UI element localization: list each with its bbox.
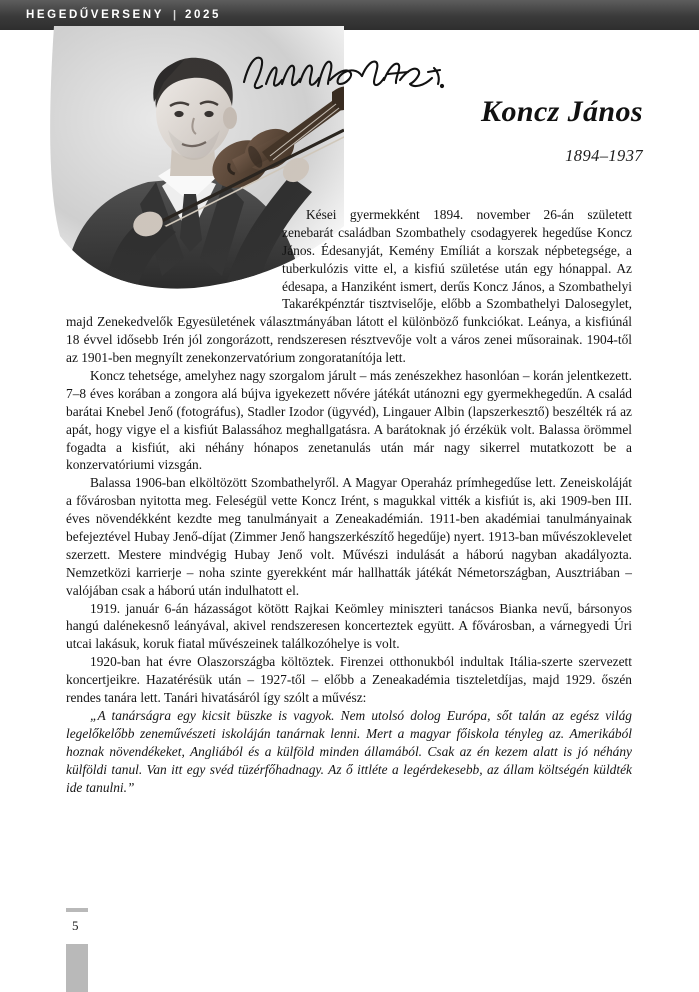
paragraph: Balassa 1906-ban elköltözött Szombathelyről. A Magyar Operaház prímhegedűse lett. Zeneiskoláját a fővárosban nyitotta meg. Feleségül vette Koncz Irént, s magukkal vitték a kisfiút is, aki 1909-ben III. éves növendékként kezdte meg tanulmányait a Zeneakadémián. 1911-ben akadémiai tanulmányainak befejeztével Hubay Jenő-díjat (Zimmer Jenő hangszerkészítő hegedűje) nyert. 1913-ban művészoklevelet szerzett. Mestere mindvégig Hubay Jenő volt. Művészi indulását a háború nagyban akadályozta. Nemzetközi karrierje – noha szinte gyerekként már hallhatták játékát Németországban, Ausztriában – valójában csak a háború után indulhatott el.	[66, 475, 632, 598]
signature	[238, 46, 446, 98]
pull-quote: „A tanárságra egy kicsit büszke is vagyok. Nem utolsó dolog Európa, sőt talán az egész világ legelőkelőbb zeneművészeti iskoláján tanárnak lenni. Mert a magyar főiskola tényleg az. Amerikából hoznak növendékeket, Angliából és a külföld minden államából. Csak az én kezem alatt is jó néhány külföldi tanul. Van itt egy svéd tüzérfőhadnagy. Az ő ittléte a legérdekesebb, az állam költségén küldték ide tanulni.”	[66, 707, 632, 795]
footer-rule	[66, 908, 88, 912]
paragraph: Kései gyermekként 1894. november 26-án született zenebarát családban Szombathely csodagyerek hegedűse Koncz János. Édesanyját, Kemény Emíliát a korszak népbetegsége, a tuberkulózis vitte el, a kisfiú születése után egy hónappal. Az édesapa, a Hanziként ismert, derűs Koncz János, a Szombathelyi Takarékpénztár tisztviselője, előbb a Szombathelyi Dalosegylet, majd Zenekedvelők Egyesületének választmányában látott el különböző funkciókat. Leánya, a kisfiúnál 18 évvel idősebb Irén jól zongorázott, rendszeresen résztvevője volt a város zenei műsorainak. 1904-től az 1901-ben megnyílt zenekonzervatórium zongoratanítója lett.	[66, 207, 632, 366]
page-title: Koncz János	[481, 95, 643, 128]
footer-tab	[66, 944, 88, 992]
header-year: 2025	[185, 9, 222, 21]
person-dates: 1894–1937	[565, 145, 643, 165]
photo-text-wrap-spacer	[66, 206, 282, 298]
article-body	[66, 206, 632, 796]
header-title: HEGEDŰVERSENY	[26, 9, 164, 21]
page-number: 5	[72, 918, 79, 933]
paragraph: 1919. január 6-án házasságot kötött Rajkai Keömley miniszteri tanácsos Bianka nevű, bársonyos hangú dalénekesnő leányával, akivel rendszeresen koncerteztek együtt. A fővárosban, a várnegyedi Úri utcai lakásuk, koruk fiatal művészeinek találkozóhelye is volt.	[66, 600, 632, 652]
title-block	[481, 96, 643, 166]
paragraph: 1920-ban hat évre Olaszországba költöztek. Firenzei otthonukból indultak Itália-szerte szervezett koncertjeikre. Hazatérésük után – 1927-től – előbb a Zeneakadémia tiszteletdíjas, majd 1929. őszén rendes tanára lett. Tanári hivatásáról így szólt a művész:	[66, 654, 632, 706]
paragraph: Koncz tehetsége, amelyhez nagy szorgalom járult – más zenészekhez hasonlóan – korán jelentkezett. 7–8 éves korában a zongora alá bújva igyekezett nővére játékát utánozni egy gyermekhegedűn. A család barátai Knebel Jenő (fotográfus), Stadler Izodor (ügyvéd), Lingauer Albin (lapszerkesztő) beszélték rá az apát, hogy vigye el a kisfiút Balassához meghallgatásra. A barátoknak jó érzékük volt. Balassa örömmel fogadta a kisfiút, aki néhány hónapos zenetanulás után már nagy sikerrel mutatkozott be a konzervatóriumi vizsgán.	[66, 368, 632, 473]
header-separator: |	[172, 9, 177, 21]
